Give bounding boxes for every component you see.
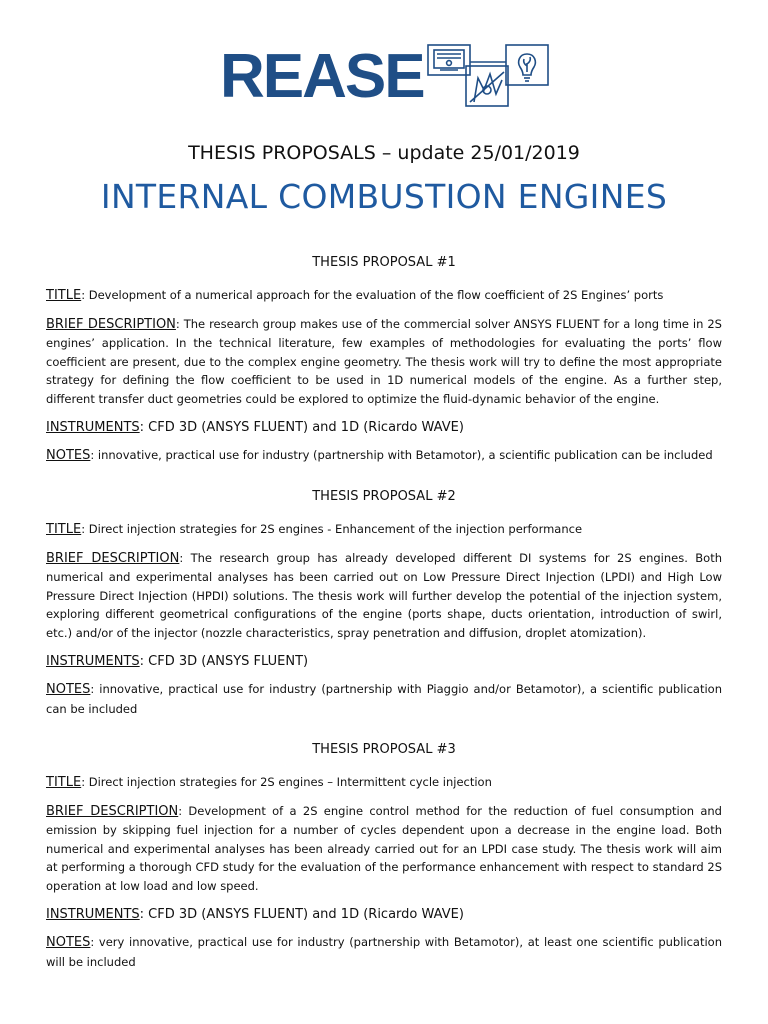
proposal-notes <box>46 680 722 718</box>
proposal-notes <box>46 446 722 466</box>
instruments-text: : CFD 3D (ANSYS FLUENT) <box>139 653 309 669</box>
title-label: TITLE <box>46 522 82 537</box>
proposal-heading: THESIS PROPOSAL #3 <box>312 742 456 757</box>
engine-icon <box>466 66 508 106</box>
title-text: : Development of a numerical approach for the evaluation of the flow coefficient of 2S Engines’ ports <box>81 288 664 302</box>
proposal-3 <box>46 741 722 980</box>
description-label: BRIEF DESCRIPTION <box>46 803 179 819</box>
notes-text: : innovative, practical use for industry (partnership with Betamotor), a scientific publication can be included <box>90 448 713 463</box>
proposal-title <box>46 773 722 793</box>
description-label: BRIEF DESCRIPTION <box>46 550 180 566</box>
document-icon <box>428 45 470 75</box>
title-label: TITLE <box>46 288 82 303</box>
instruments-label: INSTRUMENTS <box>46 653 140 669</box>
logo-wordmark: REASE <box>220 42 424 111</box>
notes-label: NOTES <box>46 448 91 464</box>
instruments-text: : CFD 3D (ANSYS FLUENT) and 1D (Ricardo WAVE) <box>139 906 464 922</box>
title-text: : Direct injection strategies for 2S engines - Enhancement of the injection performance <box>81 522 583 536</box>
title-label: TITLE <box>46 775 82 790</box>
proposal-instruments <box>46 905 722 925</box>
description-text: : The research group makes use of the commercial solver ANSYS FLUENT for a long time in 2S engines’ application. In the technical literature, few examples of methodologies for evaluating the ports’ flow coefficient are present, due to the complex engine geometry. The thesis work will try to define the most appropriate strategy for defining the flow coefficient to be used in 1D numerical models of the engine. As a further step, different transfer duct geometries could be explored to optimize the fluid-dynamic behavior of the engine. <box>46 316 722 406</box>
logo-icons <box>426 44 550 108</box>
update-line: THESIS PROPOSALS – update 25/01/2019 <box>188 142 580 164</box>
proposal-description <box>46 802 722 896</box>
page-title: INTERNAL COMBUSTION ENGINES <box>100 177 668 216</box>
rease-logo <box>220 42 550 111</box>
proposal-instruments <box>46 418 722 438</box>
proposal-heading: THESIS PROPOSAL #2 <box>312 489 456 504</box>
proposal-title <box>46 520 722 540</box>
notes-text: : very innovative, practical use for industry (partnership with Betamotor), at least one scientific publication will be included <box>46 935 722 969</box>
proposal-2 <box>46 488 722 727</box>
notes-label: NOTES <box>46 682 91 698</box>
instruments-label: INSTRUMENTS <box>46 906 140 922</box>
proposal-description <box>46 315 722 409</box>
proposal-1 <box>46 254 722 475</box>
proposal-heading: THESIS PROPOSAL #1 <box>312 255 456 270</box>
instruments-label: INSTRUMENTS <box>46 419 140 435</box>
notes-text: : innovative, practical use for industry (partnership with Piaggio and/or Betamotor), a scientific publication can be included <box>46 682 722 716</box>
title-text: : Direct injection strategies for 2S engines – Intermittent cycle injection <box>81 775 492 789</box>
notes-label: NOTES <box>46 935 91 951</box>
proposal-notes <box>46 933 722 971</box>
description-label: BRIEF DESCRIPTION <box>46 316 176 332</box>
lightbulb-leaf-icon <box>506 45 548 85</box>
instruments-text: : CFD 3D (ANSYS FLUENT) and 1D (Ricardo WAVE) <box>139 419 464 435</box>
description-text: : The research group has already developed different DI systems for 2S engines. Both numerical and experimental analyses has been carried out on Low Pressure Direct Injection (LPDI) and High Low Pressure Direct Injection (HPDI) solutions. The thesis work will further develop the potential of the injection system, exploring different geometrical configurations of the engine (ports shape, ducts orientation, introduction of swirl, etc.) and/or of the injector (nozzle characteristics, spray penetration and diffusion, droplet atomization). <box>46 550 722 640</box>
description-text: : Development of a 2S engine control method for the reduction of fuel consumption and emission by skipping fuel injection for a number of cycles dependent upon a decrease in the engine load. Both numerical and experimental analyses has been already carried out for an LPDI case study. The thesis work will aim at performing a thorough CFD study for the evaluation of the performance enhancement with respect to standard 2S operation at low load and low speed. <box>46 803 722 893</box>
proposal-description <box>46 549 722 643</box>
proposal-instruments <box>46 652 722 672</box>
proposal-title <box>46 286 722 306</box>
